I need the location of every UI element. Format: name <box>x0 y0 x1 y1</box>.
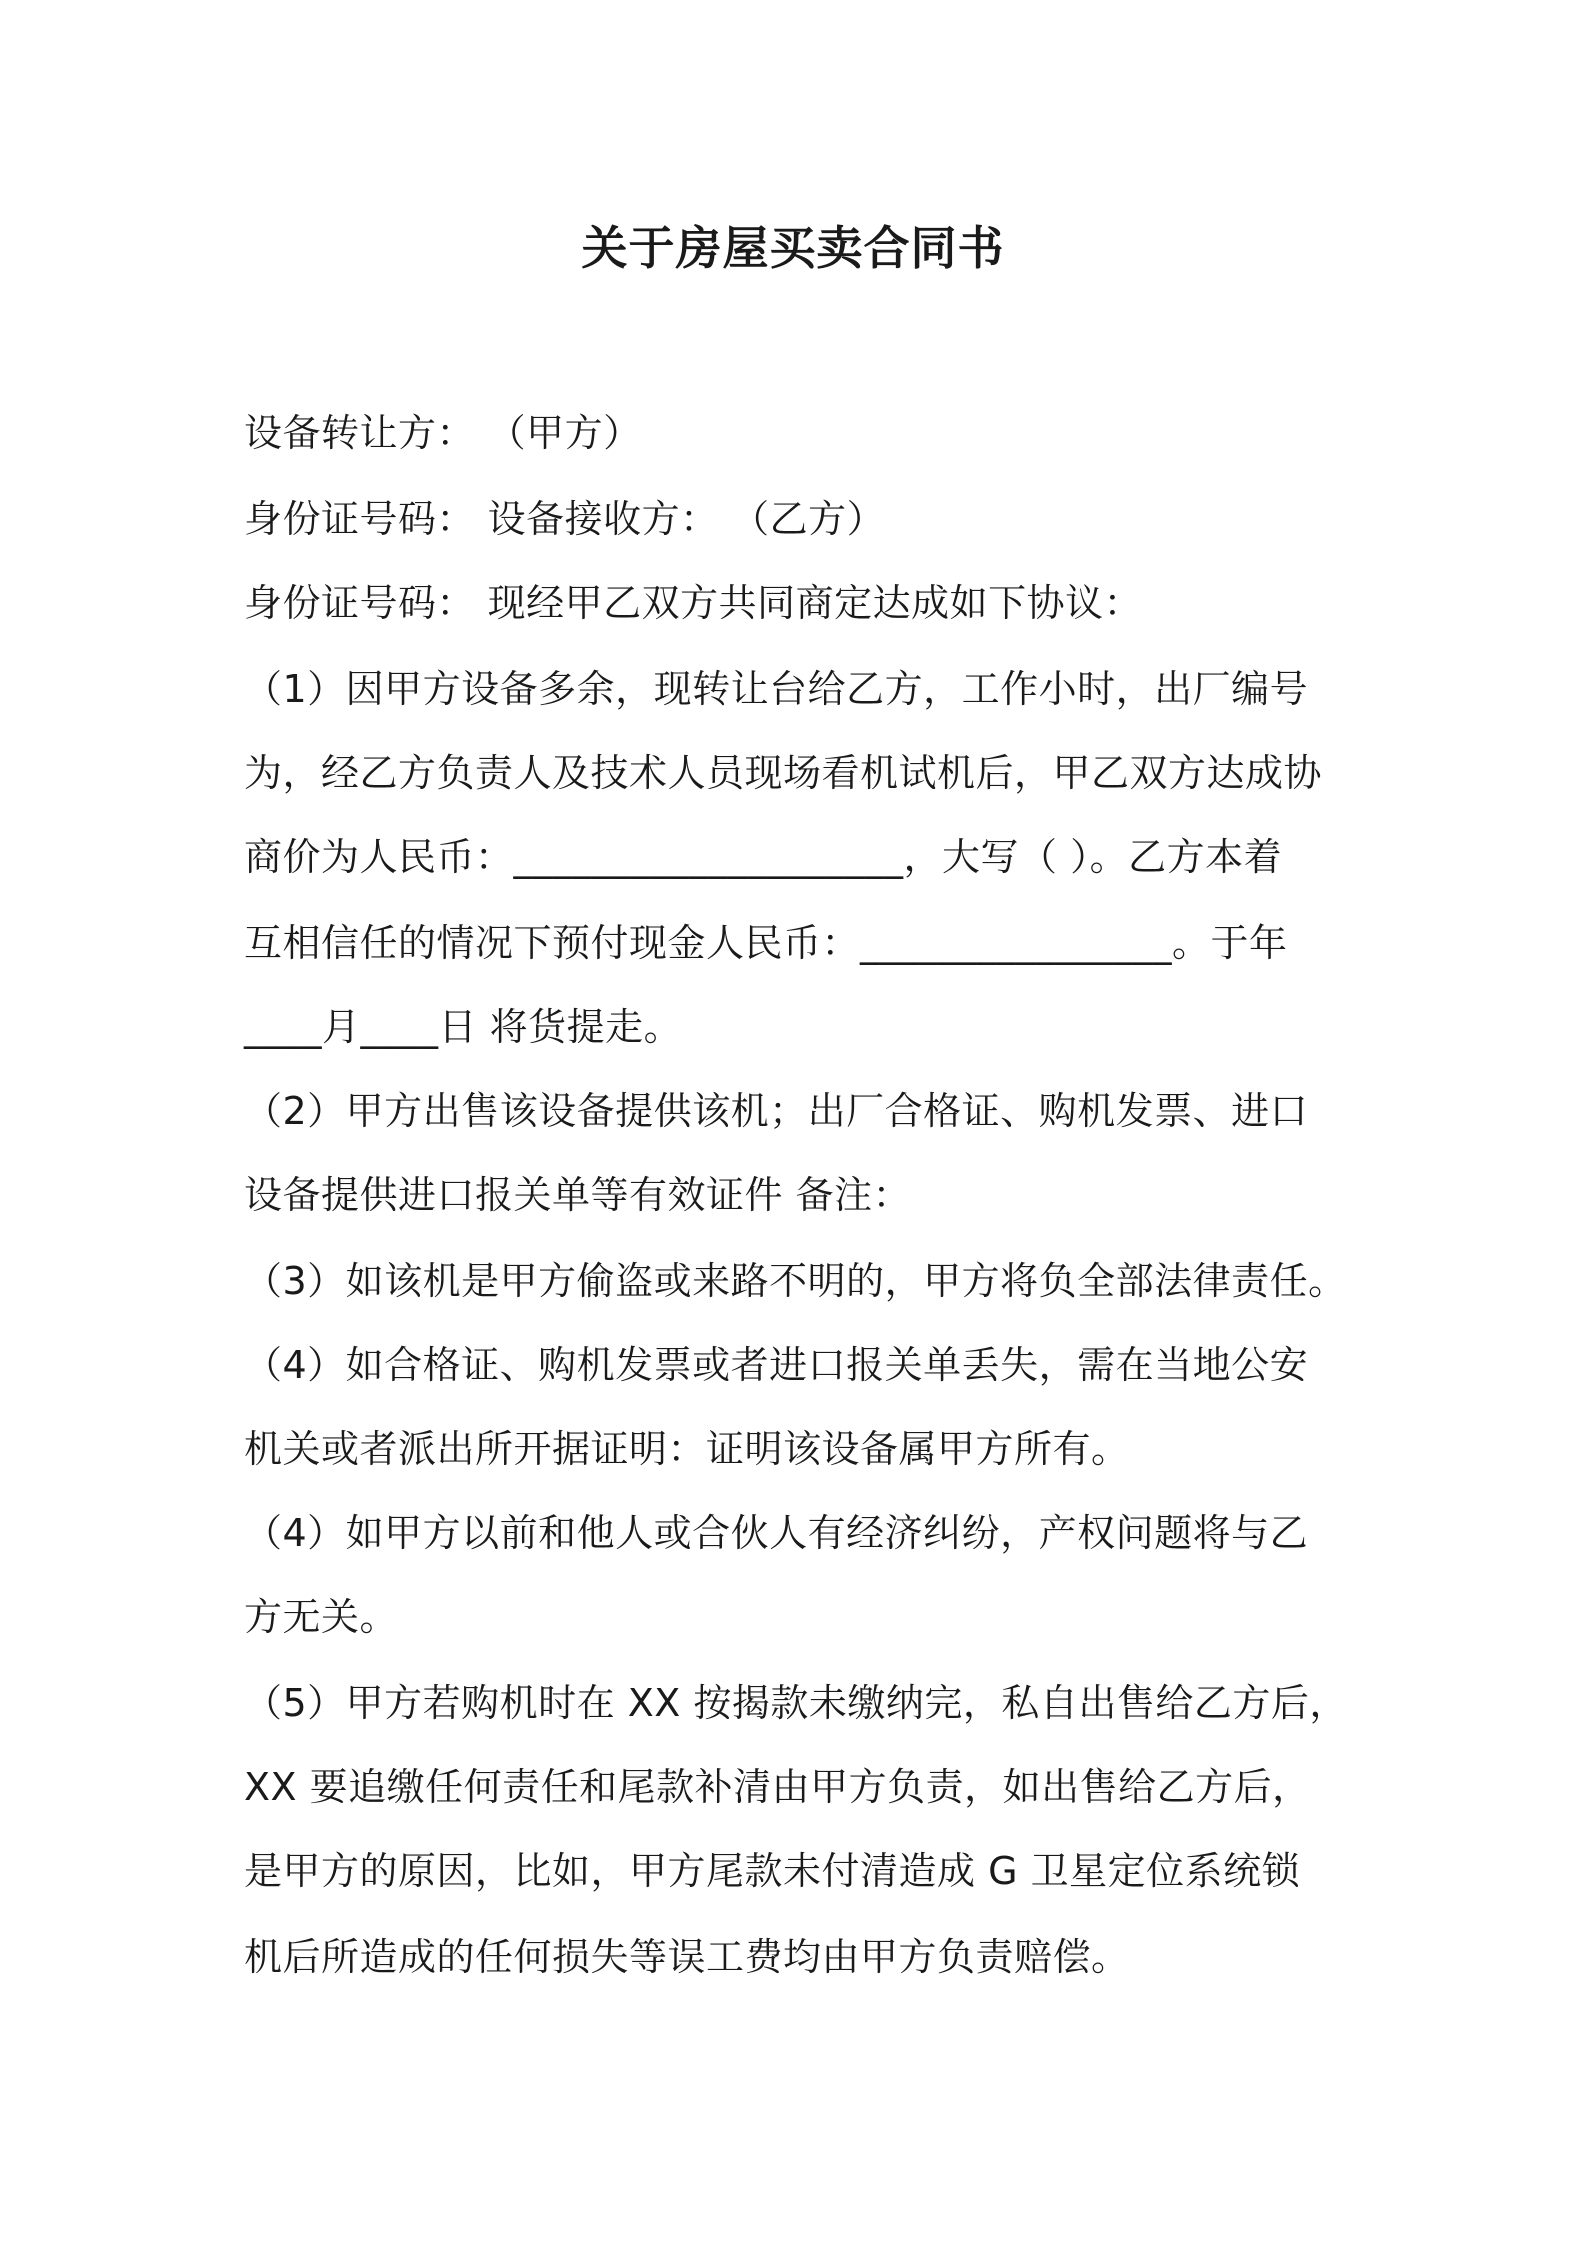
clause-5-line-2: XX 要追缴任何责任和尾款补清由甲方负责，如出售给乙方后， <box>244 1765 1311 1809</box>
party-b-line: 身份证号码： 设备接收方： （乙方） <box>244 497 886 541</box>
clause-3-line-1: （3）如该机是甲方偷盗或来路不明的，甲方将负全部法律责任。 <box>244 1259 1347 1303</box>
clause-5-line-4: 机后所造成的任何损失等误工费均由甲方负责赔偿。 <box>244 1935 1130 1979</box>
document-title: 关于房屋买卖合同书 <box>581 221 1005 275</box>
clause-1-line-4: 互相信任的情况下预付现金人民币：________________。于年 <box>244 921 1288 965</box>
clause-4b-line-1: （4）如甲方以前和他人或合伙人有经济纠纷，产权问题将与乙 <box>244 1511 1309 1555</box>
clause-4a-line-2: 机关或者派出所开据证明：证明该设备属甲方所有。 <box>244 1427 1130 1471</box>
clause-2-line-1: （2）甲方出售该设备提供该机；出厂合格证、购机发票、进口 <box>244 1089 1309 1133</box>
party-a-line: 设备转让方： （甲方） <box>244 411 642 455</box>
agreement-intro-line: 身份证号码： 现经甲乙双方共同商定达成如下协议： <box>244 581 1143 625</box>
clause-2-line-2: 设备提供进口报关单等有效证件 备注： <box>244 1173 912 1217</box>
clause-4b-line-2: 方无关。 <box>244 1595 399 1639</box>
clause-5-line-3: 是甲方的原因，比如，甲方尾款未付清造成 G 卫星定位系统锁 <box>244 1849 1301 1893</box>
clause-1-line-3: 商价为人民币：____________________，大写（ ）。乙方本着 <box>244 835 1283 879</box>
clause-1-line-5: ____月____日 将货提走。 <box>244 1005 683 1049</box>
clause-4a-line-1: （4）如合格证、购机发票或者进口报关单丢失，需在当地公安 <box>244 1343 1309 1387</box>
clause-1-line-1: （1）因甲方设备多余，现转让台给乙方，工作小时，出厂编号 <box>244 667 1309 711</box>
clause-5-line-1: （5）甲方若购机时在 XX 按揭款未缴纳完，私自出售给乙方后， <box>244 1681 1348 1725</box>
clause-1-line-2: 为，经乙方负责人及技术人员现场看机试机后，甲乙双方达成协 <box>244 751 1323 795</box>
